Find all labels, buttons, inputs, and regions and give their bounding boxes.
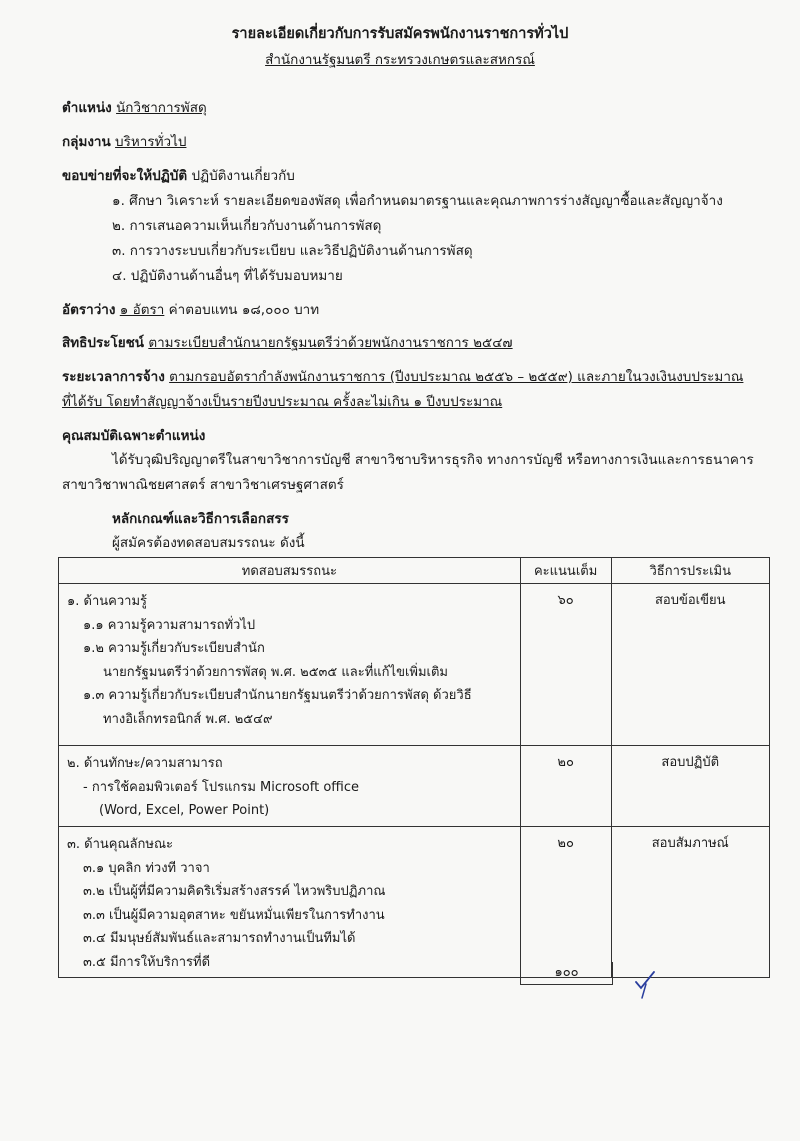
competency-line: ๓.๔ มีมนุษย์สัมพันธ์และสามารถทำงานเป็นทีมได้	[83, 931, 356, 946]
total-score: ๑๐๐	[520, 962, 613, 985]
competency-line: ๓.๑ บุคลิก ท่วงที วาจา	[83, 860, 210, 876]
selection-heading: หลักเกณฑ์และวิธีการเลือกสรร	[112, 511, 289, 527]
competency-line: ๑.๓ ความรู้เกี่ยวกับระเบียบสำนักนายกรัฐมนตรีว่าด้วยการพัสดุ ด้วยวิธี	[83, 688, 472, 703]
vacancy-value: ๑ อัตรา	[119, 302, 165, 318]
competency-line: ๑.๒ ความรู้เกี่ยวกับระเบียบสำนัก	[83, 641, 265, 656]
competency-line: ๓. ด้านคุณลักษณะ	[67, 837, 173, 852]
competency-line: นายกรัฐมนตรีว่าด้วยการพัสดุ พ.ศ. ๒๕๓๕ และที่แก้ไขเพิ่มเติม	[103, 664, 448, 680]
scope-item: ๔. ปฏิบัติงานด้านอื่นๆ ที่ได้รับมอบหมาย	[112, 268, 343, 284]
scope-line	[62, 164, 295, 186]
period-value-2: ที่ได้รับ โดยทำสัญญาจ้างเป็นรายปีงบประมาณ ครั้งละไม่เกิน ๑ ปีงบประมาณ	[62, 394, 503, 410]
position-value: นักวิชาการพัสดุ	[116, 100, 207, 116]
selection-intro: ผู้สมัครต้องทดสอบสมรรถนะ ดังนี้	[112, 535, 305, 551]
competency-line: - การใช้คอมพิวเตอร์ โปรแกรม Microsoft office	[83, 779, 360, 795]
period-value-1: ตามกรอบอัตรากำลังพนักงานราชการ (ปีงบประมาณ ๒๕๕๖ – ๒๕๕๙) และภายในวงเงินงบประมาณ	[169, 369, 744, 385]
qualification-heading: คุณสมบัติเฉพาะตำแหน่ง	[62, 428, 206, 444]
benefits-label: สิทธิประโยชน์	[62, 335, 145, 351]
benefits-line	[62, 331, 513, 353]
score-cell: ๒๐	[520, 827, 611, 978]
table-row	[59, 746, 770, 827]
checkmark-icon	[632, 970, 658, 1002]
competency-line: ๑. ด้านความรู้	[67, 594, 147, 609]
competency-line: ๓.๒ เป็นผู้ที่มีความคิดริเริ่มสร้างสรรค์ ไหวพริบปฏิภาณ	[83, 884, 386, 899]
method-cell: สอบสัมภาษณ์	[611, 827, 769, 978]
competency-table	[58, 557, 770, 978]
vacancy-pay: ค่าตอบแทน ๑๘,๐๐๐ บาท	[168, 302, 320, 318]
qualification-text-2: สาขาวิชาพาณิชยศาสตร์ สาขาวิชาเศรษฐศาสตร์	[62, 477, 344, 493]
score-cell: ๒๐	[520, 746, 611, 827]
period-label: ระยะเวลาการจ้าง	[62, 369, 165, 385]
competency-line: ทางอิเล็กทรอนิกส์ พ.ศ. ๒๕๔๙	[103, 711, 273, 727]
table-row	[59, 827, 770, 978]
page-title: รายละเอียดเกี่ยวกับการรับสมัครพนักงานราชการทั่วไป	[231, 26, 569, 42]
group-value: บริหารทั่วไป	[115, 134, 187, 150]
competency-line: (Word, Excel, Power Point)	[99, 803, 270, 818]
benefits-value: ตามระเบียบสำนักนายกรัฐมนตรีว่าด้วยพนักงานราชการ ๒๕๔๗	[148, 335, 513, 351]
competency-line: ๒. ด้านทักษะ/ความสามารถ	[67, 756, 223, 771]
scope-intro: ปฏิบัติงานเกี่ยวกับ	[191, 168, 295, 184]
method-cell: สอบข้อเขียน	[611, 584, 769, 746]
vacancy-label: อัตราว่าง	[62, 302, 116, 318]
competency-cell	[59, 584, 521, 746]
competency-line: ๓.๓ เป็นผู้มีความอุตสาหะ ขยันหมั่นเพียรในการทำงาน	[83, 907, 385, 923]
position-line	[62, 96, 207, 118]
competency-line: ๑.๑ ความรู้ความสามารถทั่วไป	[83, 617, 256, 633]
table-header-row	[59, 558, 770, 584]
header-score: คะแนนเต็ม	[520, 558, 611, 584]
header-competency: ทดสอบสมรรถนะ	[59, 558, 521, 584]
scope-label: ขอบข่ายที่จะให้ปฏิบัติ	[62, 168, 188, 184]
vacancy-line	[62, 298, 319, 320]
group-line	[62, 130, 186, 152]
competency-cell	[59, 827, 521, 978]
score-cell: ๖๐	[520, 584, 611, 746]
scope-item: ๓. การวางระบบเกี่ยวกับระเบียบ และวิธีปฏิบัติงานด้านการพัสดุ	[112, 243, 473, 259]
header-method: วิธีการประเมิน	[611, 558, 769, 584]
position-label: ตำแหน่ง	[62, 100, 112, 116]
competency-line: ๓.๕ มีการให้บริการที่ดี	[83, 954, 211, 970]
table-row	[59, 584, 770, 746]
group-label: กลุ่มงาน	[62, 134, 111, 150]
page-subtitle: สำนักงานรัฐมนตรี กระทรวงเกษตรและสหกรณ์	[265, 52, 535, 68]
scope-item: ๒. การเสนอความเห็นเกี่ยวกับงานด้านการพัสดุ	[112, 218, 382, 234]
qualification-text-1: ได้รับวุฒิปริญญาตรีในสาขาวิชาการบัญชี สาขาวิชาบริหารธุรกิจ ทางการบัญชี หรือทางการเงินและการธนาคาร	[112, 452, 754, 468]
period-line	[62, 365, 743, 387]
method-cell: สอบปฏิบัติ	[611, 746, 769, 827]
competency-cell	[59, 746, 521, 827]
scope-item: ๑. ศึกษา วิเคราะห์ รายละเอียดของพัสดุ เพื่อกำหนดมาตรฐานและคุณภาพการร่างสัญญาซื้อและสัญญาจ้าง	[112, 193, 723, 209]
